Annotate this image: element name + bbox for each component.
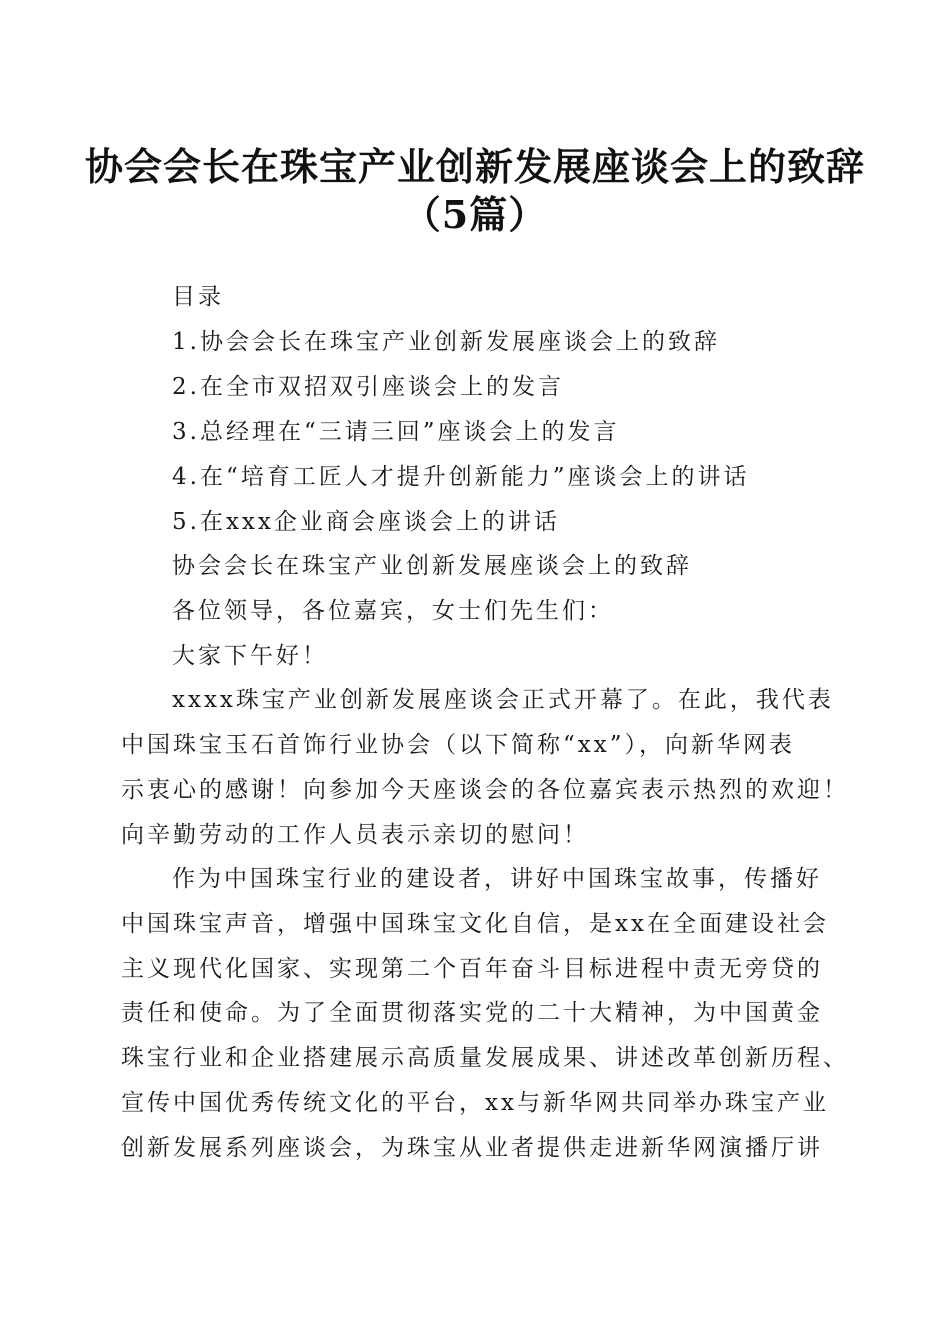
paragraph-line: xxxx珠宝产业创新发展座谈会正式开幕了。在此，我代表: [172, 687, 834, 713]
paragraph-line: 向辛勤劳动的工作人员表示亲切的慰问！: [121, 822, 589, 848]
toc-item: 4.在“培育工匠人才提升创新能力”座谈会上的讲话: [172, 464, 750, 490]
greeting: 大家下午好！: [172, 643, 328, 669]
toc-item: 3.总经理在“三请三回”座谈会上的发言: [172, 419, 620, 445]
paragraph-line: 中国珠宝声音，增强中国珠宝文化自信，是xx在全面建设社会: [121, 911, 829, 937]
paragraph-line: 作为中国珠宝行业的建设者，讲好中国珠宝故事，传播好: [172, 866, 822, 892]
toc-heading: 目录: [172, 284, 224, 310]
paragraph-line: 宣传中国优秀传统文化的平台，xx与新华网共同举办珠宝产业: [121, 1090, 829, 1116]
paragraph-line: 创新发展系列座谈会，为珠宝从业者提供走进新华网演播厅讲: [121, 1135, 823, 1161]
paragraph-line: 珠宝行业和企业搭建展示高质量发展成果、讲述改革创新历程、: [121, 1045, 849, 1071]
paragraph-line: 中国珠宝玉石首饰行业协会（以下简称“xx”），向新华网表: [121, 732, 795, 758]
paragraph-line: 主义现代化国家、实现第二个百年奋斗目标进程中责无旁贷的: [121, 956, 823, 982]
toc-item: 1.协会会长在珠宝产业创新发展座谈会上的致辞: [172, 329, 720, 355]
salutation: 各位领导，各位嘉宾，女士们先生们：: [172, 598, 614, 624]
toc-item: 5.在xxx企业商会座谈会上的讲话: [172, 509, 560, 535]
document-title: 协会会长在珠宝产业创新发展座谈会上的致辞: [84, 144, 865, 189]
toc-item: 2.在全市双招双引座谈会上的发言: [172, 374, 564, 400]
paragraph-line: 责任和使命。为了全面贯彻落实党的二十大精神，为中国黄金: [121, 1000, 823, 1026]
section-title: 协会会长在珠宝产业创新发展座谈会上的致辞: [172, 553, 692, 579]
document-title-count: （5篇）: [402, 192, 548, 237]
paragraph-line: 示衷心的感谢！向参加今天座谈会的各位嘉宾表示热烈的欢迎！: [121, 777, 849, 803]
